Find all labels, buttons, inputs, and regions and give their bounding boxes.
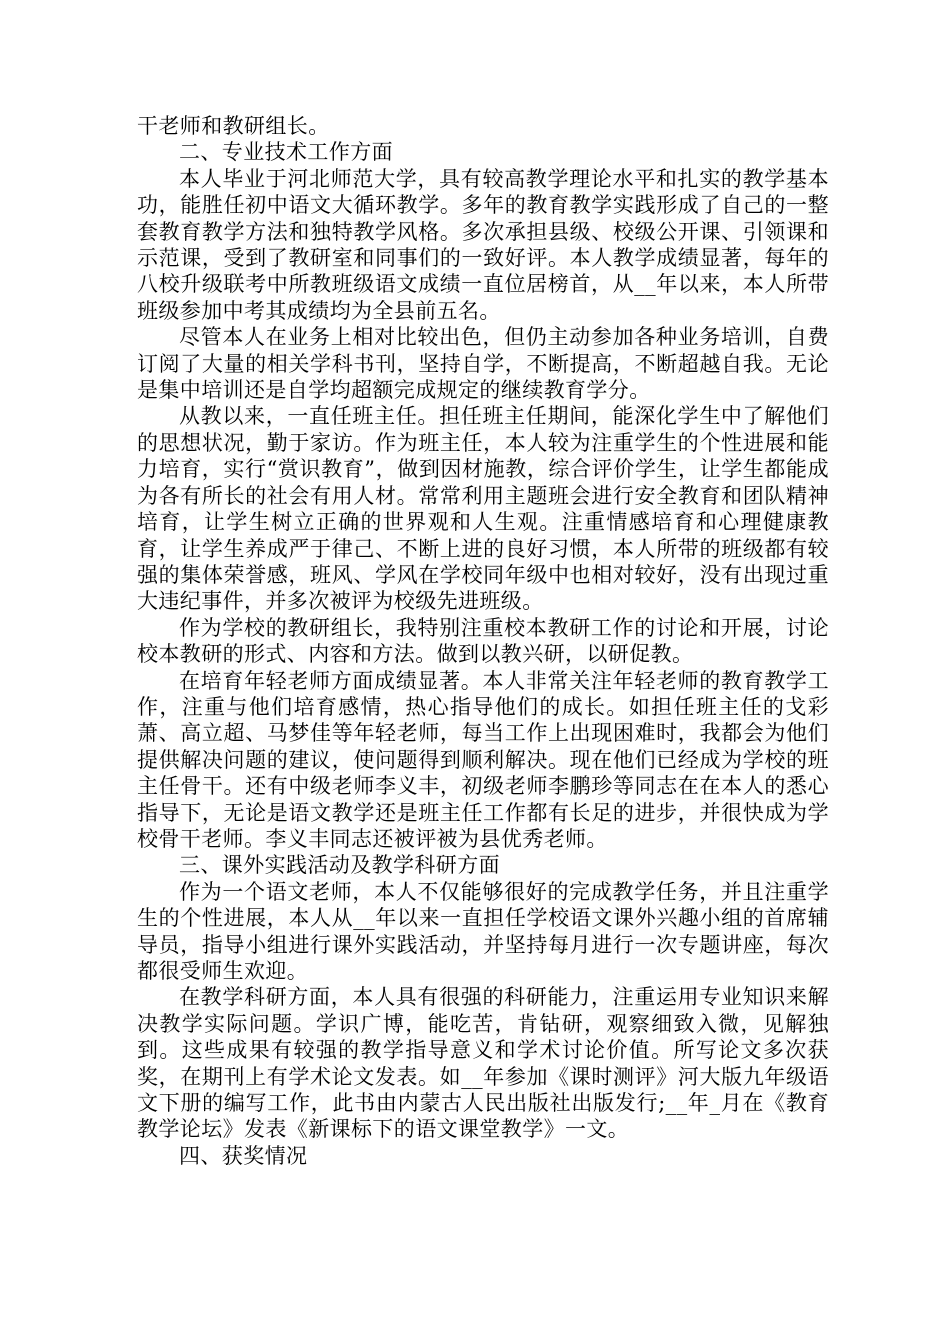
paragraph-research: 在教学科研方面，本人具有很强的科研能力，注重运用专业知识来解决教学实际问题。学识广博，能吃苦，肯钻研，观察细致入微，见解独到。这些成果有较强的教学指导意义和学术讨论价值。所写论文多次获奖，在期刊上有学术论文发表。如__年参加《课时测评》河大版九年级语文下册的编写工作，此书由内蒙古人民出版社出版发行;__年_月在《教育教学论坛》发表《新课标下的语文课堂教学》一文。 <box>137 985 829 1142</box>
paragraph-interest-group: 作为一个语文老师，本人不仅能够很好的完成教学任务，并且注重学生的个性进展，本人从__年以来一直担任学校语文课外兴趣小组的首席辅导员，指导小组进行课外实践活动，并坚持每月进行一次专题讲座，每次都很受师生欢迎。 <box>137 879 829 983</box>
section-heading-awards: 四、获奖情况 <box>179 1143 308 1168</box>
paragraph-research-group-leader: 作为学校的教研组长，我特别注重校本教研工作的讨论和开展，讨论校本教研的形式、内容和方法。做到以教兴研，以研促教。 <box>137 615 829 667</box>
paragraph-young-teachers: 在培育年轻老师方面成绩显著。本人非常关注年轻老师的教育教学工作，注重与他们培育感情，热心指导他们的成长。如担任班主任的戈彩萧、高立超、马梦佳等年轻老师，每当工作上出现困难时，我都会为他们提供解决问题的建议，使问题得到顺利解决。现在他们已经成为学校的班主任骨干。还有中级老师李义丰，初级老师李鹏珍等同志在在本人的悉心指导下，无论是语文教学还是班主任工作都有长足的进步，并很快成为学校骨干老师。李义丰同志还被评被为县优秀老师。 <box>137 668 829 851</box>
paragraph-continuation: 干老师和教研组长。 <box>137 114 330 138</box>
paragraph-education-background: 本人毕业于河北师范大学，具有较高教学理论水平和扎实的教学基本功，能胜任初中语文大循环教学。多年的教育教学实践形成了自己的一整套教育教学方法和独特教学风格。多次承担县级、校级公开课、引领课和示范课，受到了教研室和同事们的一致好评。本人教学成绩显著，每年的八校升级联考中所教班级语文成绩一直位居榜首，从__年以来，本人所带班级参加中考其成绩均为全县前五名。 <box>137 166 829 323</box>
section-heading-professional-work: 二、专业技术工作方面 <box>179 140 393 165</box>
paragraph-self-study: 尽管本人在业务上相对比较出色，但仍主动参加各种业务培训，自费订阅了大量的相关学科书刊，坚持自学，不断提高，不断超越自我。无论是集中培训还是自学均超额完成规定的继续教育学分。 <box>137 325 829 403</box>
paragraph-class-teacher: 从教以来，一直任班主任。担任班主任期间，能深化学生中了解他们的思想状况，勤于家访。作为班主任，本人较为注重学生的个性进展和能力培育，实行“赏识教育”，做到因材施教，综合评价学生，让学生都能成为各有所长的社会有用人材。常常利用主题班会进行安全教育和团队精神培育，让学生树立正确的世界观和人生观。注重情感培育和心理健康教育，让学生养成严于律己、不断上进的良好习惯，本人所带的班级都有较强的集体荣誉感，班风、学风在学校同年级中也相对较好，没有出现过重大违纪事件，并多次被评为校级先进班级。 <box>137 404 829 614</box>
section-heading-extracurricular: 三、课外实践活动及教学科研方面 <box>179 853 500 878</box>
document-body <box>137 113 829 1169</box>
